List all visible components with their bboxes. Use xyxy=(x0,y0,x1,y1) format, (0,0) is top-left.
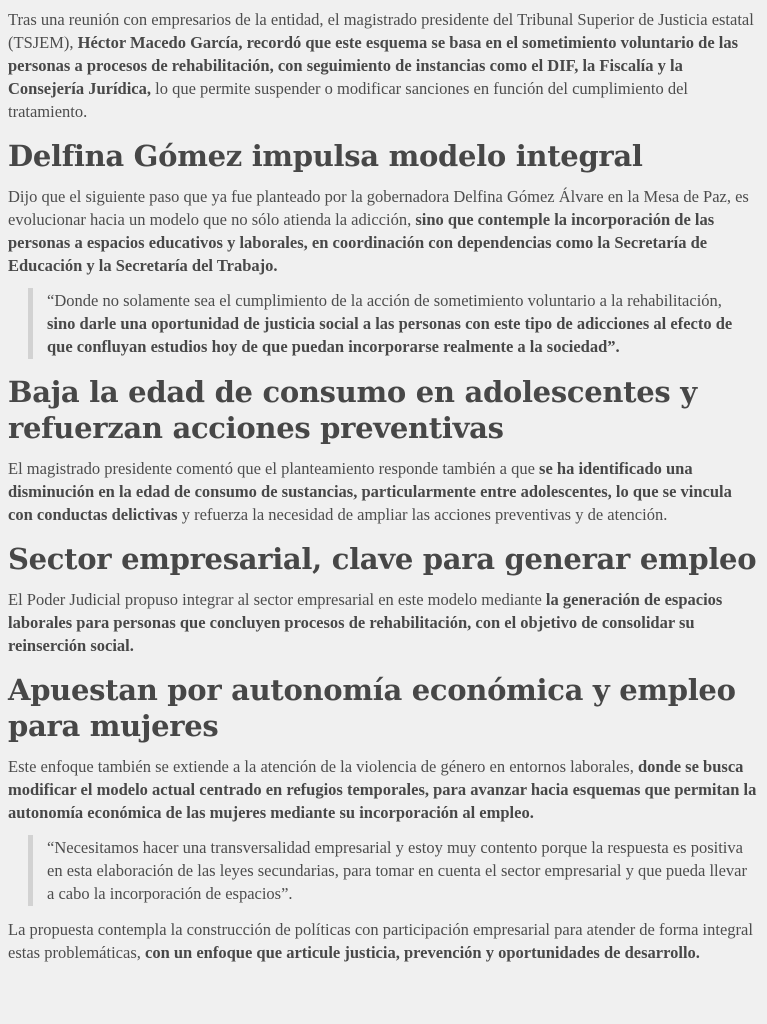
pull-quote-transversalidad xyxy=(28,835,758,906)
quote-paragraph xyxy=(47,836,748,905)
pull-quote-rehabilitacion xyxy=(28,288,758,359)
section-heading-mujeres: Apuestan por autonomía económica y empleo para mujeres xyxy=(8,673,736,743)
section-heading-edad: Baja la edad de consumo en adolescentes y refuerzan acciones preventivas xyxy=(8,375,697,445)
text-segment: La propuesta contempla la construcción de políticas con participación empresarial para atender de forma integral estas problemáticas, xyxy=(8,920,753,962)
text-segment: Dijo que el siguiente paso que ya fue planteado por la gobernadora Delfina Gómez Álvare en la Mesa de Paz, es evolucionar hacia un modelo que no sólo atienda la adicción, xyxy=(8,187,749,229)
text-segment: “Necesitamos hacer una transversalidad empresarial y estoy muy contento porque la respuesta es positiva en esta elaboración de las leyes secundarias, para tomar en cuenta el sector empresarial y que pueda llevar a cabo la incorporación de espacios”. xyxy=(47,838,748,903)
text-segment: “Donde no solamente sea el cumplimiento de la acción de sometimiento voluntario a la rehabilitación, xyxy=(47,291,722,310)
intro-paragraph xyxy=(8,8,758,123)
text-segment: El Poder Judicial propuso integrar al sector empresarial en este modelo mediante xyxy=(8,590,546,609)
bold-segment: donde se busca modificar el modelo actual centrado en refugios temporales, para avanzar hacia esquemas que permitan la autonomía económica de las mujeres mediante su incorporación al empleo. xyxy=(8,757,757,822)
text-segment: Este enfoque también se extiende a la atención de la violencia de género en entornos laborales, xyxy=(8,757,638,776)
paragraph-delfina xyxy=(8,185,758,277)
text-segment: El magistrado presidente comentó que el planteamiento responde también a que xyxy=(8,459,540,478)
bold-segment: con un enfoque que articule justicia, prevención y oportunidades de desarrollo. xyxy=(145,943,700,962)
paragraph-mujeres xyxy=(8,755,758,824)
bold-segment: se ha identificado una disminución en la edad de consumo de sustancias, particularmente entre adolescentes, lo que se vincula con conductas delictivas xyxy=(8,459,732,524)
bold-segment: sino que contemple la incorporación de las personas a espacios educativos y laborales, en coordinación con dependencias como la Secretaría de Educación y la Secretaría del Trabajo. xyxy=(8,210,715,275)
paragraph-edad xyxy=(8,457,758,526)
text-segment: Tras una reunión con empresarios de la entidad, el magistrado presidente del Tribunal Superior de Justicia estatal (TSJEM), xyxy=(8,10,754,52)
closing-paragraph xyxy=(8,918,758,964)
text-segment: lo que permite suspender o modificar sanciones en función del cumplimiento del tratamiento. xyxy=(8,79,688,121)
bold-segment: la generación de espacios laborales para personas que concluyen procesos de rehabilitación, con el objetivo de consolidar su reinserción social. xyxy=(8,590,723,655)
bold-segment: sino darle una oportunidad de justicia social a las personas con este tipo de adicciones al efecto de que confluyan estudios hoy de que puedan incorporarse realmente a la sociedad”. xyxy=(47,314,733,356)
bold-segment: Héctor Macedo García, recordó que este esquema se basa en el sometimiento voluntario de las personas a procesos de rehabilitación, con seguimiento de instancias como el DIF, la Fiscalía y la Consejería Jurídica, xyxy=(8,33,739,98)
section-heading-delfina: Delfina Gómez impulsa modelo integral xyxy=(8,139,643,173)
paragraph-sector xyxy=(8,588,758,657)
section-heading-sector: Sector empresarial, clave para generar empleo xyxy=(8,542,757,576)
text-segment: y refuerza la necesidad de ampliar las acciones preventivas y de atención. xyxy=(177,505,668,524)
quote-paragraph xyxy=(47,289,748,358)
